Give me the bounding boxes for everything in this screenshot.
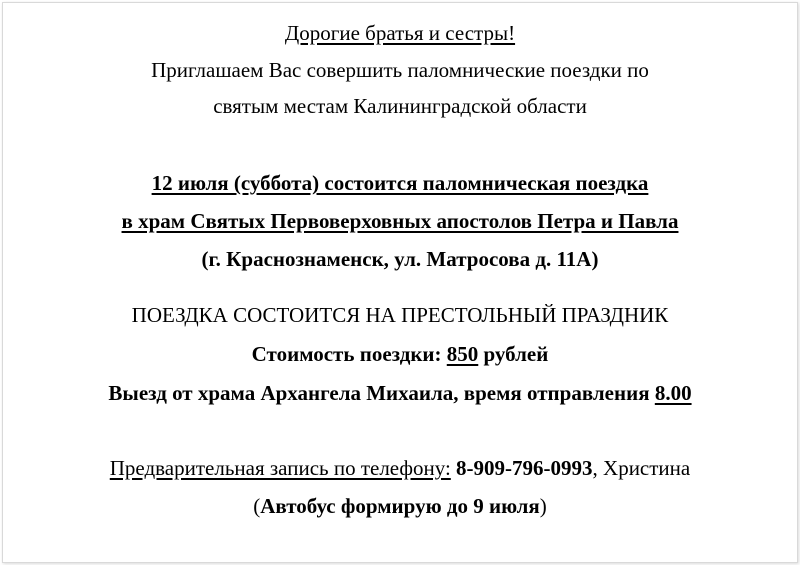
bus-note-text: Автобус формирую до 9 июля xyxy=(260,494,540,518)
cost-currency: рублей xyxy=(478,342,549,366)
cost-amount: 850 xyxy=(446,342,479,366)
intro-line-2: святым местам Калининградской области xyxy=(213,94,587,118)
cost-line xyxy=(0,341,800,367)
booking-contact: , Христина xyxy=(592,456,691,480)
booking-line xyxy=(0,455,800,481)
bus-note xyxy=(0,493,800,519)
trip-line-1: 12 июля (суббота) состоится паломническая поездка xyxy=(151,171,649,195)
booking-phone: 8-909-796-0993 xyxy=(456,456,593,480)
greeting: Дорогие братья и сестры! xyxy=(284,21,516,45)
intro-line-1: Приглашаем Вас совершить паломнические поездки по xyxy=(151,58,649,82)
feast-notice: ПОЕЗДКА СОСТОИТСЯ НА ПРЕСТОЛЬНЫЙ ПРАЗДНИК xyxy=(131,303,669,327)
trip-line-2: в храм Святых Первоверховных апостолов Петра и Павла xyxy=(121,209,679,233)
address: (г. Краснознаменск, ул. Матросова д. 11А) xyxy=(201,247,599,271)
departure-time: 8.00 xyxy=(654,381,692,405)
cost-label: Стоимость поездки: xyxy=(251,342,447,366)
booking-label: Предварительная запись по телефону: xyxy=(109,456,451,480)
bus-note-close: ) xyxy=(539,494,547,518)
bus-note-open: ( xyxy=(253,494,261,518)
departure-line xyxy=(0,380,800,406)
departure-label: Выезд от храма Архангела Михаила, время отправления xyxy=(108,381,655,405)
